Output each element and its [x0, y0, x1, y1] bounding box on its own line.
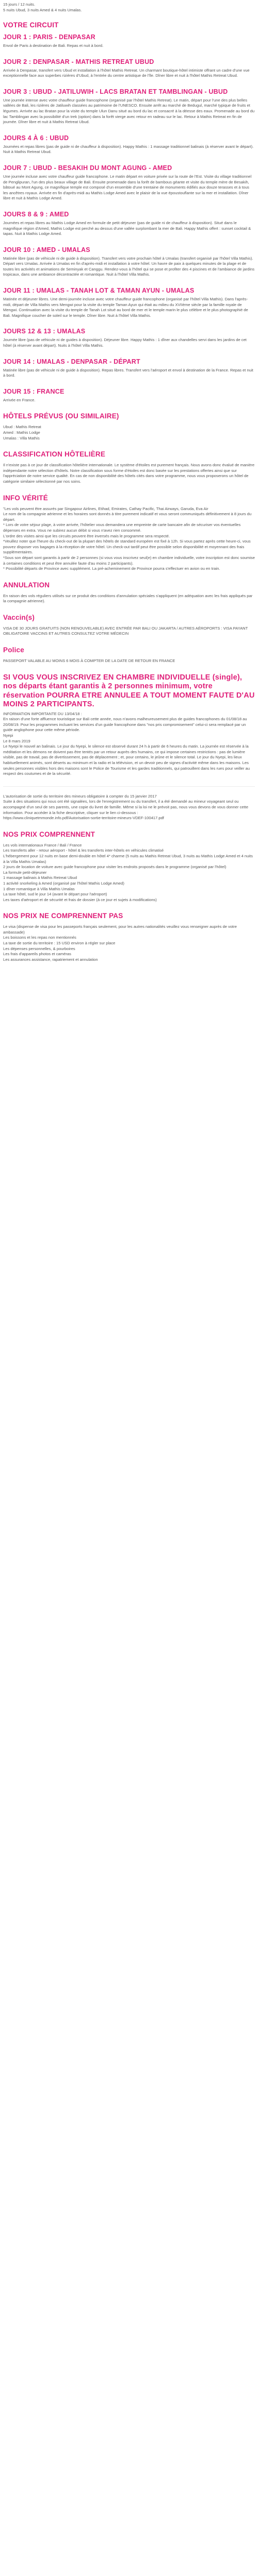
- day-title: JOUR 15 : FRANCE: [3, 387, 64, 395]
- hotel-line: Umalas : Villa Mathis: [3, 435, 40, 440]
- classification-section: [3, 450, 255, 484]
- excluded-item: Le visa (dispense de visa pour les passeports français seulement, pour les autres nationalités veuillez vous renseigner auprès de votre ambassade): [3, 924, 237, 935]
- excluded-title: NOS PRIX NE COMPRENNENT PAS: [3, 912, 123, 920]
- day-section: [3, 388, 255, 403]
- important-paragraph: Le Nyepi le nouvel an balinais. Le jour du Nyepi, le silence est observé durant 24 h à partir de 6 heures du matin. La journée est réservée à la méditation et les démons ne doivent pas être tentés par un retour auprès des humains, ce qui impose certaines restrictions : pas de lumière visible, pas de travail, pas de divertissement, pas de déplacement ; et, pour certains, le jeûne et le silence total. Le jour du Nyepi, les lieux habituellement animés, sont déserts au minimum et la radio et la télévision, et un devoir peu de signes d'activité même dans les maisons. Les seules personnes visibles hors des maisons sont le Police de Tourisme et les gardes traditionnels, qui patrouillent dans les rues pour veiller au respect des coutumes et de la sécurité.: [3, 744, 250, 776]
- day-title: JOUR 10 : AMED - UMALAS: [3, 246, 90, 253]
- trip-summary: [3, 2, 255, 13]
- info-title: INFO VÉRITÉ: [3, 494, 48, 502]
- day-section: [3, 328, 255, 348]
- important-paragraph: Le 8 mars 2019: [3, 738, 30, 743]
- day-title: JOUR 11 : UMALAS - TANAH LOT & TAMAN AYUN - UMALAS: [3, 287, 195, 295]
- day-text: Journées et repas libres (pas de guide ni de chauffeur à disposition). Happy Mathis : 1 massage traditionnel balinais (à réserver avant le départ). Nuit à Mathis Retreat Ubud.: [3, 144, 254, 155]
- authorization-text: Suite à des situations qui nous ont été signalées, lors de l'enregistrement ou du transfert, il a été demandé au mineur voyageant seul ou accompagné d'un seul de ses parents, une copie du livret de famille. Même si la loi ne le prévoit pas, nous vous devons de vous donner cette information. Pour accéder à la fiche descriptive, cliquer sur le lien ci-dessous :: [3, 799, 249, 815]
- day-title: JOUR 7 : UBUD - BESAKIH DU MONT AGUNG - AMED: [3, 164, 172, 172]
- passport-title: Police: [3, 646, 24, 654]
- hotels-title: HÔTELS PRÉVUS (OU SIMILAIRE): [3, 412, 119, 420]
- day-text: Arrivée à Denpasar, transfert vers Ubud et installation à l'hôtel Mathis Retreat. Un charmant boutique-hôtel intimiste offrant un cadre d'une vue exceptionnelle face aux superbes rizières d'Ubud, à l'entrée du centre artistique de l'île. Dîner libre et nuit à l'hôtel Mathis Retreat Ubud.: [3, 67, 250, 78]
- classification-title: CLASSIFICATION HÔTELIÈRE: [3, 450, 106, 459]
- visa-section: [3, 614, 255, 637]
- day-title: JOURS 12 & 13 : UMALAS: [3, 328, 86, 335]
- excluded-item: Les dépenses personnelles, & pourboires: [3, 946, 75, 951]
- important-paragraph: Nyepi: [3, 733, 13, 738]
- cancellation-text: En raison des vols réguliers utilisés sur ce produit des conditions d'annulation spéciales s'appliquent (en adéquation avec les frais appliqués par la compagnie aérienne).: [3, 593, 253, 604]
- authorization-section: [3, 794, 255, 821]
- day-section: [3, 358, 255, 379]
- divider: [3, 786, 255, 787]
- day-text: Journées et repas libres au Mathis Lodge Amed en formule de petit déjeuner (pas de guide ni de chauffeur à disposition). Situé dans le magnifique région d'Amed, Mathis Lodge est perché au dessus d'une vallée surplombant la mer de Bali. Happy Mathis offert : sunset cocktail & tapas. Nuit à Mathis Lodge Amed.: [3, 220, 251, 236]
- important-paragraph: En raison d'une forte affluence touristique sur Bali cette année, nous n'avons malheureusement plus de guides francophones du 01/08/18 au 20/08/19. Pour les programmes incluant les services d'un guide francophone dans "nos pris compromisement" celui-ci sera remplacé par un guide anglophone pour cette même période.: [3, 717, 247, 733]
- day-section: [3, 211, 255, 237]
- passport-section: [3, 646, 255, 664]
- important-paragraph: INFORMATION IMPORTANTE DU 13/04/18 :: [3, 711, 82, 716]
- excluded-section: [3, 912, 255, 962]
- included-item: 1 dîner romantique à Villa Mathis Umalas: [3, 886, 75, 891]
- included-section: [3, 831, 255, 903]
- info-paragraph: * Possibilité départs de Province avec supplément. La pré-acheminement de Province pourra s'effectuer en avion ou en train.: [3, 566, 220, 571]
- hotel-line: Amed : Mathis Lodge: [3, 430, 40, 435]
- passport-text: PASSEPORT VALABLE AU MOINS 6 MOIS À COMPTER DE LA DATE DE RETOUR EN FRANCE: [3, 658, 175, 664]
- single-room-notice: SI VOUS VOUS INSCRIVEZ EN CHAMBRE INDIVIDUELLE (single), nos départs étant garantis à 2 personnes minimum, votre réservation POURRA ETRE ANNULEE A TOUT MOMENT FAUTE D'AU MOINS 2 PARTICIPANTS.: [3, 673, 255, 709]
- included-item: Les taxes d'aéroport et de sécurité et frais de dossier (à ce jour et sujets à modifications): [3, 897, 157, 902]
- day-text: Matinée libre (pas de véhicule ni de guide à disposition). Repas libres. Transfert vers l'aéroport et envol à destination de la France. Repas et nuit à bord.: [3, 367, 253, 378]
- single-room-section: [3, 673, 255, 777]
- day-section: [3, 33, 255, 49]
- day-text: Arrivée en France.: [3, 397, 36, 402]
- circuit-title: VOTRE CIRCUIT: [3, 21, 59, 29]
- included-item: La formule petit-déjeuner: [3, 870, 47, 875]
- excluded-item: La taxe de sortie du territoire : 15 USD environ à régler sur place: [3, 941, 116, 946]
- cancellation-section: [3, 581, 255, 604]
- included-item: 1 massage balinais à Mathis Retreat Ubud: [3, 875, 77, 880]
- day-text: Une journée intense avec votre chauffeur guide francophone (organisé par l'hôtel Mathis Retreat). Le matin, départ pour l'une des plus belles vallées de Bali, les rizières de Jatiluwih classées au patrimoine de l'UNESCO. Ensuite arrêt au marché de Bedugul, marché typique de fruits et légumes. Arrivée au lac Bratan pour la visite du temple Ulun Danu situé au bord du lac et consacré à la déesse des eaux. Promenade au bord du lac Tamblingan avec la possibilité d'un trek (option) dans la forêt vierge avec retour en radeau sur le lac. Retour à Mathis Retreat en fin de journée. Dîner libre et nuit à Mathis Retreat Ubud.: [3, 97, 255, 125]
- hotel-line: Ubud : Mathis Retreat: [3, 425, 41, 430]
- included-item: Les transferts aller - retour aéroport - hôtel & les transferts inter-hôtels en véhicules climatisé: [3, 848, 164, 853]
- hotels-section: [3, 412, 255, 441]
- day-section: [3, 287, 255, 318]
- included-title: NOS PRIX COMPRENNENT: [3, 830, 95, 838]
- classification-text: Il n'existe pas à ce jour de classification hôtelière internationale. Le système d'étoiles est purement français. Nous avons donc évalué de manière indépendante notre sélection d'hôtels. Notre classification sous forme d'étoiles est donc basée sur les prestations offertes ainsi que sur l'appréciation de notre service qualité. En cas de non disponibilité des hôtels cités dans votre programme, nous vous proposerons un hôtel de catégorie similaire sélectionné par nos soins.: [3, 463, 255, 484]
- visa-text: VISA DE 30 JOURS GRATUITS (NON RENOUVELABLE) AVEC ENTRÉE PAR BALI OU JAKARTA / AUTRES AÉROPORTS : VISA PAYANT OBLIGATOIRE VACCINS ET AUTRES CONSULTEZ VOTRE MÉDECIN: [3, 625, 248, 636]
- day-section: [3, 88, 255, 125]
- day-text: Journée libre (pas de véhicule ni de guides à disposition). Déjeuner libre. Happy Mathis : 1 dîner aux chandelles servi dans les jardins de cet hôtel (à réserver avant départ). Nuits à l'hôtel Villa Mathis.: [3, 337, 247, 348]
- day-section: [3, 58, 255, 79]
- excluded-item: Les frais d'appareils photos et caméras: [3, 952, 71, 957]
- day-section: [3, 164, 255, 201]
- cancellation-title: ANNULATION: [3, 581, 50, 589]
- info-section: [3, 494, 255, 572]
- included-item: 1 activité snorkeling à Amed (organisé par l'hôtel Mathis Lodge Amed): [3, 880, 124, 886]
- info-paragraph: *Veuillez noter que l'heure du check-out de la plupart des hôtels de standard européen est fixé à 12h. Si vous partez après cette heure-ci, vous pouvez disposer vos bagages à la réception de votre hôtel. Un check-out tardif peut être possible selon disponibilité et moyennant des frais supplémentaires.: [3, 539, 251, 555]
- day-title: JOUR 2 : DENPASAR - MATHIS RETREAT UBUD: [3, 58, 154, 65]
- included-item: La taxe hôtel, sud le jour 14 (avant le départ pour l'aéroport): [3, 892, 107, 897]
- included-item: Les vols internationaux France / Bali / France: [3, 842, 82, 848]
- visa-title: Vaccin(s): [3, 613, 35, 621]
- info-paragraph: L'ordre des visites ainsi que les circuits peuvent être inversés mais le programme sera respecté.: [3, 533, 170, 538]
- included-item: L'hébergement pour 12 nuits en base demi-double en hôtel 4* charme (5 nuits au Mathis Retreat Ubud, 3 nuits au Mathis Lodge Amed et 4 nuits à la Villa Mathis Umalas): [3, 853, 253, 864]
- day-section: [3, 246, 255, 278]
- day-text: Matinée libre (pas de véhicule ni de guide à disposition). Transfert vers votre prochain hôtel à Umalas (transfert organisé par l'hôtel Villa Mathis). Départ vers Umalas. Arrivée à Umalas en fin d'après-midi et installation à votre hôtel. Un havre de paix à quelques minutes de la plage et de toutes les activités et animations de Seminyak et Canggu. Rendez-vous à l'hôtel qui se pose et profiter des 4 piscines et de l'ambiance de jardins tropicaux, dans une ambiance décontractée et romantique. Nuit à l'hôtel Villa Mathis.: [3, 256, 255, 277]
- excluded-item: Les boissons et les repas non mentionnés: [3, 935, 76, 940]
- day-text: Envol de Paris à destination de Bali. Repas et nuit à bord.: [3, 43, 104, 48]
- authorization-link[interactable]: https://www.cliniquetmmonde.info.pdf/Autorisation-sortie-territoire-mineurs-VDEF-100417.pdf: [3, 816, 164, 821]
- day-text: Matinée et déjeuner libres. Une demi-journée incluse avec votre chauffeur guide francophone (organisé par l'hôtel Villa Mathis). Dans l'après-midi, départ de Villa Mathis vers Mengwi pour la visite du temple Taman Ayun qui était au milieu du XVIIème siècle par la famille royale de Mengwi. Continuation avec la visite du temple de Tanah Lot situé au bord de mer et le temple marin le plus célèbre et le plus photographié de Bali. Magnifique coucher de soleil sur le temple. Dîner libre. Nuit à l'hôtel Villa Mathis.: [3, 297, 248, 318]
- day-title: JOUR 1 : PARIS - DENPASAR: [3, 33, 95, 41]
- day-text: Une journée incluse avec votre chauffeur guide francophone. Le matin départ en voiture privée sur la route de l'Est. Visite du village traditionnel de Penglipuran, l'un des plus beaux village de Bali. Ensuite promenade dans la forêt de bambous géante et visite du temple mère de Besakih, bâtoué au Mont Agung, ce magnifique temple est composé d'un ensemble d'une trentaine de monuments édifiés aux douze terasses et à tous les ancêtres royaux. Arrivée en fin d'après-midi au Mathis Lodge Amed avec le plaisir de la vue époustouflante sur la mer et installation. Dîner libre et nuit à Mathis Lodge Amed.: [3, 174, 252, 201]
- info-paragraph: * Lors de votre séjour plage, à votre arrivée, l'hôtelier vous demandera une empreinte de carte bancaire afin de sécuriser vos éventuelles dépenses en extra. Vous ne subirez aucun débit si vous n'avez rien consommé.: [3, 522, 241, 533]
- day-title: JOURS 4 À 6 : UBUD: [3, 134, 69, 142]
- info-paragraph: *Sous son départ sont garantis à partir de 2 personnes (si vous vous inscrivez seul(e) en chambre individuelle, votre inscription est donc soumise à certaines conditions et peut être annulée faute d'au moins 2 participants).: [3, 555, 255, 566]
- day-section: [3, 134, 255, 155]
- trip-duration: 15 jours / 12 nuits.: [3, 2, 36, 7]
- info-paragraph: Le nom de la compagnie aérienne et les horaires sont donnés à titre purement indicatif et vous seront communiqués définitivement à 8 jours du départ.: [3, 512, 252, 522]
- excluded-item: Les assurances assistance, rapatriement et annulation: [3, 957, 98, 962]
- day-title: JOURS 8 & 9 : AMED: [3, 210, 69, 218]
- day-title: JOUR 14 : UMALAS - DENPASAR - DÉPART: [3, 358, 140, 365]
- day-title: JOUR 3 : UBUD - JATILUWIH - LACS BRATAN ET TAMBLINGAN - UBUD: [3, 88, 228, 95]
- trip-nights: 5 nuits Ubud, 3 nuits Amed & 4 nuits Umalas.: [3, 7, 82, 12]
- included-item: 2 jours de location de voiture avec guide francophone pour visiter les endroits proposés dans le programme (organisé par l'hôtel): [3, 865, 227, 870]
- info-paragraph: "Les vols peuvent être assurés par Singapour Airlines, Etihad, Emirates, Cathay Pacific, Thai Airways, Garuda, Eva Air: [3, 506, 208, 511]
- authorization-text: L'autorisation de sortie du territoire des mineurs obligatoire à compter du 15 janvier 2017: [3, 793, 157, 799]
